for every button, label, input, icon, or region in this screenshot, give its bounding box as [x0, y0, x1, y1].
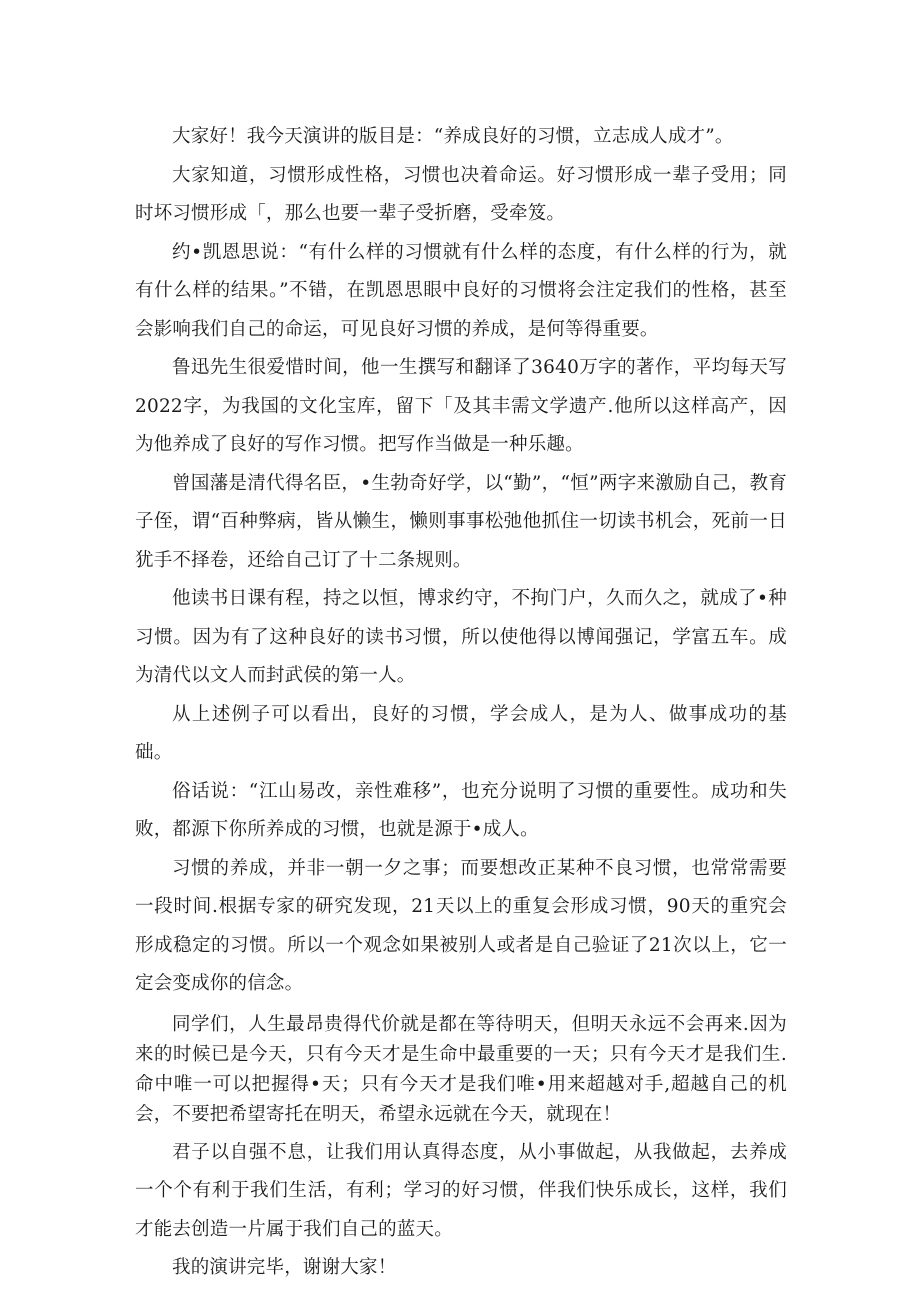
- paragraph-closing: 我的演讲完毕，谢谢大家！: [172, 1257, 397, 1278]
- paragraph-intro: 大家好！我今天演讲的版目是：“养成良好的习惯，立志成人成才”。: [172, 126, 734, 147]
- paragraph: 约•凯恩思说：“有什么样的习惯就有什么样的态度，有什么样的行为，就有什么样的结果。”不错，在凯恩思眼中良好的习惯将会注定我们的性格，甚至会影响我们自己的命运，可见良好习惯的养成，是何等得重要。: [135, 241, 787, 340]
- paragraph: 曾国藩是清代得名臣，•生勃奇好学，以“勤”，“恒”两字来激励自己，教育子侄，谓“百种弊病，皆从懒生，懒则事事松弛他抓住一切读书机会，死前一日犹手不择卷，还给自己订了十二条规则。: [135, 472, 787, 571]
- paragraph: 俗话说：“江山易改，亲性难移”，也充分说明了习惯的重要性。成功和失败，都源下你所养成的习惯，也就是源于•成人。: [135, 780, 787, 840]
- document-body: [135, 118, 787, 1288]
- paragraph: 同学们，人生最昂贵得代价就是都在等待明天，但明天永远不会再来.因为来的时候已是今天，只有今天才是生命中最重要的一天；只有今天才是我们生.命中唯一可以把握得•天；只有今天才是我们唯•用来超越对手,超越自己的机会，不要把希望寄托在明天，希望永远就在今天，就现在！: [135, 1013, 787, 1125]
- paragraph: 从上述例子可以看出，良好的习惯，学会成人，是为人、做事成功的基础。: [135, 703, 787, 763]
- paragraph: 习惯的养成，并非一朝一夕之事；而要想改正某种不良习惯，也常常需要一段时间.根据专家的研究发现，21天以上的重复会形成习惯，90天的重究会形成稳定的习惯。所以一个观念如果被别人或者是自己验证了21次以上，它一定会变成你的信念。: [135, 857, 787, 994]
- paragraph: 君子以自强不息，让我们用认真得态度，从小事做起，从我做起，去养成一个个有利于我们生活，有利；学习的好习惯，伴我们快乐成长，这样，我们才能去创造一片属于我们自己的蓝天。: [135, 1141, 787, 1240]
- paragraph: 鲁迅先生很爱惜时间，他一生撰写和翻译了3640万字的著作，平均每天写2022字，为我国的文化宝库，留下「及其丰需文学遗产.他所以这样高产，因为他养成了良好的写作习惯。把写作当做是一种乐趣。: [135, 357, 787, 455]
- paragraph: 他读书日课有程，持之以恒，博求约守，不拘门户，久而久之，就成了•种习惯。因为有了这种良好的读书习惯，所以使他得以博闻强记，学富五车。成为清代以文人而封武侯的第一人。: [135, 588, 787, 686]
- paragraph: 大家知道，习惯形成性格，习惯也决着命运。好习惯形成一辈子受用；同时坏习惯形成「，那么也要一辈子受折磨，受牵笈。: [135, 164, 787, 224]
